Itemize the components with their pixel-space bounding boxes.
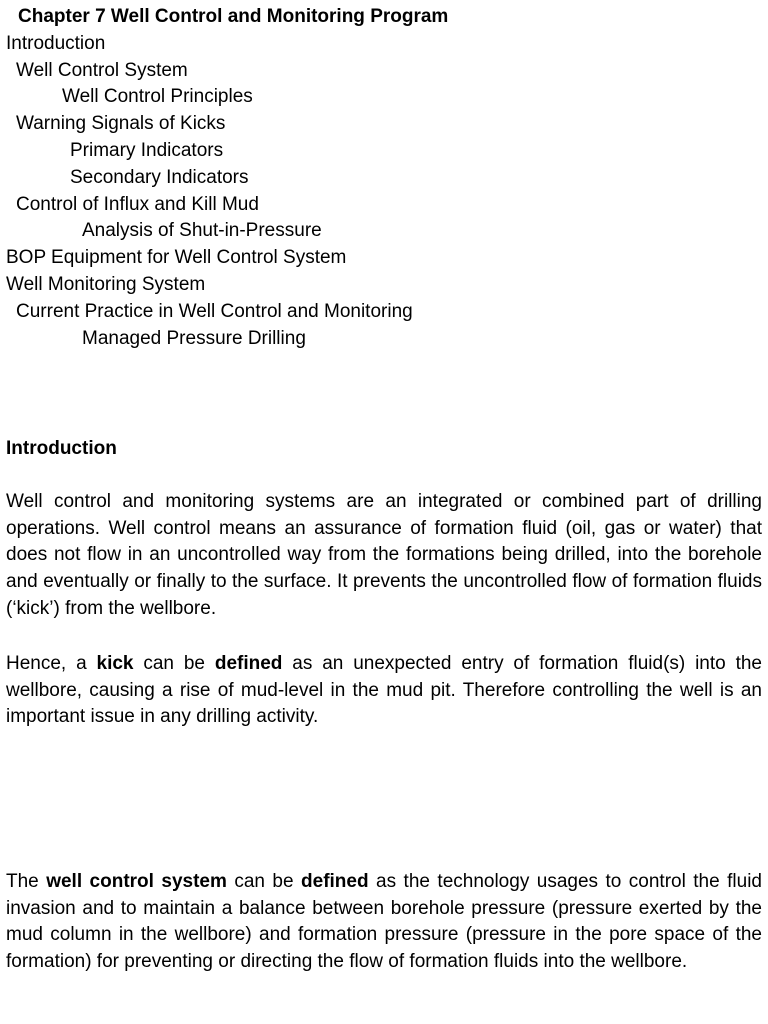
text-run: as the technology usages to control the fluid invasion and to maintain a balance between borehole pressure (pressure exerted by the mud column in the wellbore) and formation pressure (pressure in the pore space of the formation) for preventing or directing the flow of formation fluids into the wellbore. bbox=[6, 871, 762, 973]
toc-item-control-of-influx: Control of Influx and Kill Mud bbox=[16, 193, 259, 215]
toc-item-secondary-indicators: Secondary Indicators bbox=[70, 166, 249, 188]
toc-item-current-practice: Current Practice in Well Control and Monitoring bbox=[16, 300, 413, 322]
toc-item-introduction: Introduction bbox=[6, 32, 106, 54]
text-run: The bbox=[6, 871, 47, 892]
bold-term-kick: kick bbox=[96, 653, 134, 674]
bold-term-well-control-system: well control system bbox=[46, 871, 227, 892]
kick-definition-paragraph bbox=[6, 651, 762, 731]
section-heading-introduction: Introduction bbox=[6, 438, 117, 459]
toc-item-primary-indicators: Primary Indicators bbox=[70, 139, 224, 161]
intro-paragraph-1: Well control and monitoring systems are an integrated or combined part of drilling operations. Well control means an assurance of formation fluid (oil, gas or water) that does not flow in an uncontrolled way from the formations being drilled, into the borehole and eventually or finally to the surface. It prevents the uncontrolled flow of formation fluids (‘kick’) from the wellbore. bbox=[6, 491, 762, 619]
well-control-system-definition-paragraph bbox=[6, 869, 762, 976]
text-run: can be bbox=[133, 653, 215, 674]
toc-item-well-control-principles: Well Control Principles bbox=[62, 86, 253, 108]
toc-item-well-control-system: Well Control System bbox=[16, 59, 188, 81]
bold-term-defined: defined bbox=[301, 871, 369, 892]
toc-item-warning-signals: Warning Signals of Kicks bbox=[16, 113, 226, 135]
chapter-title: Chapter 7 Well Control and Monitoring Program bbox=[18, 6, 449, 27]
text-run: Hence, a bbox=[6, 653, 97, 674]
text-run: as an unexpected entry of formation fluid(s) into the wellbore, causing a rise of mud-level in the mud pit. Therefore controlling the well is an important issue in any drilling activity. bbox=[6, 653, 762, 728]
table-of-contents bbox=[6, 4, 762, 352]
toc-item-bop-equipment: BOP Equipment for Well Control System bbox=[6, 247, 347, 269]
toc-item-well-monitoring-system: Well Monitoring System bbox=[6, 273, 206, 295]
toc-item-managed-pressure-drilling: Managed Pressure Drilling bbox=[82, 327, 306, 349]
bold-term-defined: defined bbox=[214, 653, 283, 674]
text-run: can be bbox=[226, 871, 302, 892]
toc-item-shut-in-pressure: Analysis of Shut-in-Pressure bbox=[82, 220, 322, 242]
